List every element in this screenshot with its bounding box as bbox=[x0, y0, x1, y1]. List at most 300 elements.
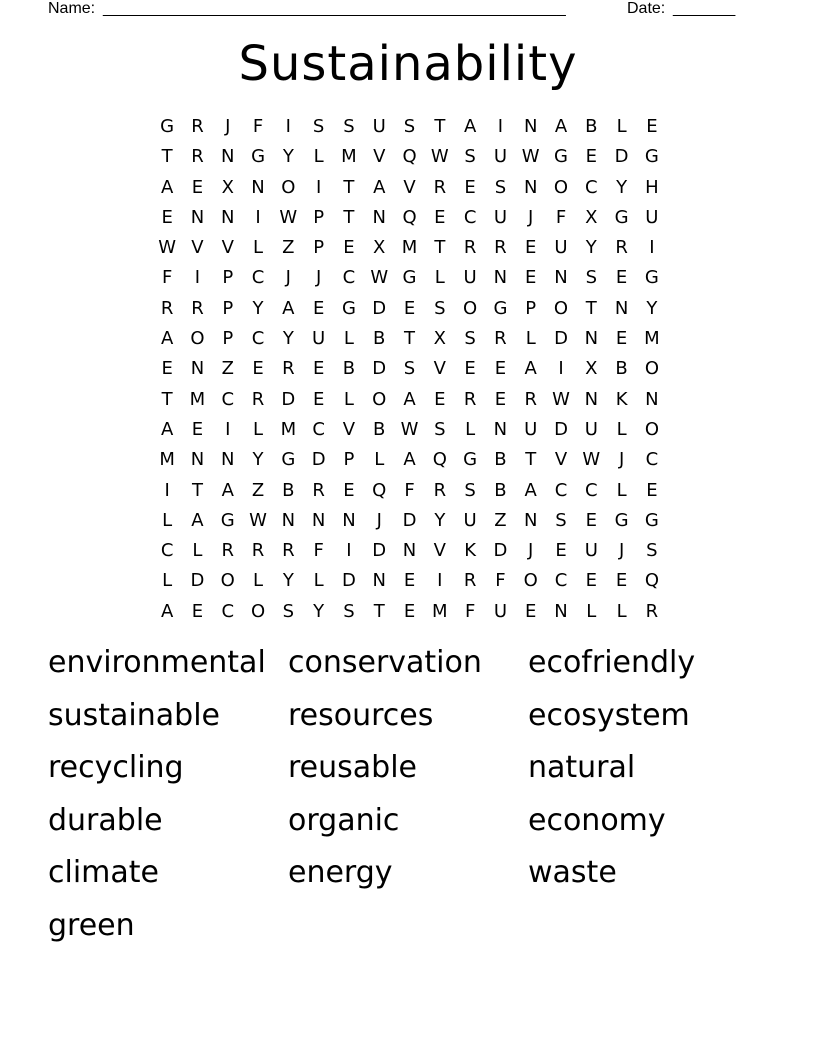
grid-letter: P bbox=[313, 206, 325, 228]
grid-letter: Y bbox=[282, 146, 294, 168]
grid-letter: S bbox=[403, 358, 416, 380]
grid-letter: V bbox=[221, 237, 234, 259]
grid-letter: Q bbox=[402, 206, 417, 228]
grid-letter: B bbox=[494, 479, 507, 501]
grid-letter: U bbox=[463, 509, 477, 531]
grid-letter: T bbox=[343, 176, 355, 198]
grid-letter: L bbox=[162, 570, 173, 592]
grid-letter: E bbox=[585, 509, 597, 531]
date-label: Date: bbox=[627, 0, 666, 17]
grid-letter: B bbox=[373, 418, 386, 440]
grid-letter: Y bbox=[616, 176, 628, 198]
grid-letter: R bbox=[312, 479, 325, 501]
grid-letter: C bbox=[221, 600, 235, 622]
grid-letter: J bbox=[315, 267, 322, 289]
grid-letter: A bbox=[463, 116, 477, 137]
grid-letter: R bbox=[191, 146, 204, 168]
grid-row bbox=[152, 112, 668, 142]
grid-letter: Z bbox=[251, 479, 265, 501]
word-list-item: waste bbox=[528, 855, 617, 891]
grid-letter: T bbox=[161, 388, 173, 410]
grid-letter: N bbox=[372, 206, 386, 228]
grid-letter: J bbox=[528, 540, 534, 562]
grid-letter: S bbox=[403, 116, 416, 137]
grid-letter: A bbox=[160, 328, 174, 350]
grid-letter: U bbox=[524, 418, 538, 440]
grid-letter: W bbox=[400, 418, 419, 440]
word-list-item: reusable bbox=[288, 750, 417, 786]
grid-letter: S bbox=[464, 479, 476, 501]
word-list-item: economy bbox=[528, 802, 666, 838]
grid-letter: B bbox=[342, 358, 356, 380]
word-list-item: sustainable bbox=[48, 697, 220, 733]
grid-letter: D bbox=[372, 540, 387, 562]
grid-letter: Y bbox=[252, 297, 264, 319]
grid-row bbox=[152, 445, 668, 475]
grid-letter: E bbox=[403, 297, 416, 319]
grid-letter: R bbox=[463, 388, 477, 410]
grid-letter: P bbox=[343, 449, 355, 471]
grid-letter: N bbox=[342, 509, 356, 531]
grid-letter: M bbox=[280, 418, 297, 440]
grid-letter: N bbox=[221, 206, 235, 228]
grid-letter: L bbox=[313, 570, 324, 592]
grid-letter: O bbox=[553, 297, 569, 319]
grid-letter: Y bbox=[282, 570, 294, 592]
grid-letter: L bbox=[616, 479, 627, 501]
grid-letter: E bbox=[615, 267, 628, 289]
grid-letter: T bbox=[343, 206, 355, 228]
grid-letter: R bbox=[463, 237, 477, 259]
grid-letter: T bbox=[434, 237, 446, 259]
grid-letter: N bbox=[190, 358, 205, 380]
grid-letter: R bbox=[251, 388, 265, 410]
grid-row bbox=[152, 566, 668, 596]
grid-letter: G bbox=[614, 509, 629, 531]
grid-letter: F bbox=[555, 206, 567, 228]
grid-letter: L bbox=[253, 237, 264, 259]
grid-letter: E bbox=[343, 237, 355, 259]
grid-letter: N bbox=[190, 206, 205, 228]
grid-letter: W bbox=[158, 237, 177, 259]
grid-letter: N bbox=[251, 176, 265, 198]
grid-letter: N bbox=[190, 449, 205, 471]
grid-letter: J bbox=[285, 267, 291, 289]
grid-letter: S bbox=[646, 540, 658, 562]
grid-letter: K bbox=[464, 540, 477, 562]
grid-letter: N bbox=[523, 116, 538, 137]
grid-letter: B bbox=[494, 449, 507, 471]
grid-letter: C bbox=[160, 540, 174, 562]
grid-letter: L bbox=[343, 388, 354, 410]
grid-letter: G bbox=[614, 206, 629, 228]
grid-letter: E bbox=[615, 328, 628, 350]
grid-row bbox=[152, 385, 668, 415]
grid-letter: L bbox=[192, 540, 203, 562]
grid-letter: Q bbox=[432, 449, 447, 471]
grid-letter: G bbox=[463, 449, 478, 471]
grid-letter: G bbox=[160, 116, 175, 137]
grid-letter: S bbox=[464, 146, 476, 168]
grid-letter: T bbox=[525, 449, 537, 471]
grid-letter: L bbox=[253, 570, 264, 592]
grid-letter: E bbox=[403, 570, 416, 592]
grid-letter: V bbox=[191, 237, 204, 259]
grid-letter: S bbox=[434, 297, 446, 319]
grid-letter: L bbox=[162, 509, 173, 531]
grid-letter: R bbox=[282, 358, 295, 380]
grid-letter: G bbox=[493, 297, 508, 319]
grid-letter: N bbox=[493, 418, 508, 440]
grid-letter: D bbox=[311, 449, 326, 471]
word-list-item: natural bbox=[528, 750, 636, 786]
grid-letter: M bbox=[644, 328, 660, 350]
grid-letter: P bbox=[222, 267, 234, 289]
grid-letter: G bbox=[251, 146, 266, 168]
grid-letter: N bbox=[402, 540, 417, 562]
grid-row bbox=[152, 203, 668, 233]
grid-letter: M bbox=[341, 146, 357, 168]
grid-letter: E bbox=[464, 358, 476, 380]
grid-row bbox=[152, 324, 668, 354]
grid-letter: L bbox=[616, 116, 627, 137]
grid-letter: T bbox=[161, 146, 173, 168]
grid-row bbox=[152, 597, 668, 627]
grid-letter: W bbox=[249, 509, 267, 531]
grid-letter: G bbox=[644, 267, 659, 289]
grid-letter: T bbox=[434, 116, 446, 137]
grid-letter: E bbox=[161, 206, 173, 228]
grid-letter: F bbox=[313, 540, 324, 562]
grid-letter: N bbox=[311, 509, 326, 531]
grid-letter: G bbox=[341, 297, 356, 319]
grid-letter: G bbox=[554, 146, 568, 168]
grid-letter: L bbox=[434, 267, 445, 289]
grid-letter: C bbox=[645, 449, 659, 471]
grid-letter: F bbox=[464, 600, 476, 622]
grid-letter: A bbox=[554, 116, 568, 137]
grid-letter: Y bbox=[434, 509, 446, 531]
grid-letter: P bbox=[313, 237, 325, 259]
grid-row bbox=[152, 536, 668, 566]
grid-letter: R bbox=[463, 570, 477, 592]
grid-letter: U bbox=[463, 267, 477, 289]
grid-letter: Z bbox=[494, 509, 507, 531]
grid-letter: O bbox=[190, 328, 205, 350]
grid-letter: A bbox=[191, 509, 204, 531]
page-title: Sustainability bbox=[238, 36, 578, 92]
grid-letter: E bbox=[585, 570, 597, 592]
grid-letter: E bbox=[615, 570, 628, 592]
word-list-item: recycling bbox=[48, 750, 184, 786]
grid-letter: I bbox=[194, 267, 201, 289]
grid-letter: E bbox=[646, 116, 658, 137]
grid-letter: O bbox=[281, 176, 296, 198]
grid-letter: A bbox=[282, 297, 295, 319]
grid-letter: Y bbox=[646, 297, 658, 319]
date-blank-line: _______ bbox=[673, 0, 736, 17]
word-list-item: green bbox=[48, 907, 135, 943]
grid-letter: E bbox=[312, 388, 325, 410]
grid-letter: W bbox=[552, 388, 570, 410]
grid-letter: J bbox=[618, 540, 625, 562]
grid-letter: S bbox=[343, 116, 355, 137]
grid-letter: E bbox=[343, 479, 355, 501]
grid-letter: E bbox=[403, 600, 416, 622]
grid-letter: O bbox=[644, 418, 659, 440]
grid-letter: F bbox=[404, 479, 415, 501]
grid-letter: F bbox=[252, 116, 264, 137]
grid-letter: C bbox=[554, 570, 568, 592]
grid-letter: P bbox=[222, 328, 234, 350]
grid-row bbox=[152, 263, 668, 293]
word-list-item: environmental bbox=[48, 645, 266, 680]
grid-letter: A bbox=[160, 600, 174, 622]
grid-letter: E bbox=[191, 176, 204, 198]
grid-letter: V bbox=[433, 540, 446, 562]
grid-letter: E bbox=[525, 267, 537, 289]
grid-letter: D bbox=[281, 388, 296, 410]
grid-letter: B bbox=[615, 358, 628, 380]
grid-letter: G bbox=[220, 509, 235, 531]
grid-letter: E bbox=[555, 540, 567, 562]
grid-letter: C bbox=[585, 479, 598, 501]
grid-letter: O bbox=[644, 358, 659, 380]
grid-letter: D bbox=[372, 297, 387, 319]
grid-letter: D bbox=[372, 358, 387, 380]
grid-letter: Y bbox=[585, 237, 597, 259]
grid-letter: C bbox=[251, 267, 265, 289]
grid-letter: E bbox=[494, 388, 507, 410]
word-list-item: ecofriendly bbox=[528, 645, 696, 680]
grid-letter: L bbox=[313, 146, 324, 168]
grid-letter: W bbox=[430, 146, 449, 168]
grid-letter: R bbox=[615, 237, 628, 259]
word-list-item: climate bbox=[48, 855, 159, 891]
grid-letter: R bbox=[433, 479, 447, 501]
grid-letter: E bbox=[646, 479, 658, 501]
grid-letter: X bbox=[373, 237, 386, 259]
grid-letter: L bbox=[343, 328, 354, 350]
grid-letter: E bbox=[464, 176, 476, 198]
grid-letter: D bbox=[493, 540, 508, 562]
word-list-item: ecosystem bbox=[528, 697, 690, 733]
word-list-item: resources bbox=[288, 697, 434, 733]
grid-letter: E bbox=[252, 358, 264, 380]
grid-letter: U bbox=[584, 418, 598, 440]
grid-letter: O bbox=[250, 600, 266, 622]
grid-letter: X bbox=[433, 328, 446, 350]
grid-letter: D bbox=[190, 570, 205, 592]
grid-letter: N bbox=[523, 176, 538, 198]
grid-letter: E bbox=[434, 388, 446, 410]
grid-letter: F bbox=[495, 570, 506, 592]
grid-letter: L bbox=[253, 418, 264, 440]
grid-letter: R bbox=[524, 388, 537, 410]
grid-letter: O bbox=[523, 570, 538, 592]
grid-letter: G bbox=[402, 267, 417, 289]
grid-letter: Q bbox=[402, 146, 417, 168]
grid-letter: R bbox=[494, 328, 507, 350]
grid-letter: A bbox=[403, 449, 416, 471]
grid-letter: G bbox=[281, 449, 296, 471]
name-label: Name: bbox=[48, 0, 96, 17]
grid-letter: L bbox=[616, 418, 627, 440]
grid-letter: R bbox=[645, 600, 659, 622]
grid-letter: W bbox=[521, 146, 540, 168]
grid-letter: R bbox=[221, 540, 234, 562]
grid-letter: E bbox=[494, 358, 507, 380]
grid-letter: X bbox=[585, 358, 598, 380]
grid-letter: A bbox=[524, 358, 537, 380]
grid-letter: U bbox=[584, 540, 598, 562]
grid-letter: E bbox=[525, 237, 537, 259]
grid-letter: B bbox=[373, 328, 386, 350]
grid-letter: T bbox=[373, 600, 385, 622]
grid-letter: N bbox=[554, 267, 568, 289]
letter-grid bbox=[152, 112, 668, 627]
grid-letter: D bbox=[554, 328, 568, 350]
grid-letter: H bbox=[645, 176, 659, 198]
grid-letter: E bbox=[312, 358, 325, 380]
grid-letter: U bbox=[645, 206, 659, 228]
grid-letter: N bbox=[523, 509, 538, 531]
grid-letter: S bbox=[585, 267, 598, 289]
grid-letter: L bbox=[465, 418, 476, 440]
word-list-item: organic bbox=[288, 802, 400, 838]
grid-letter: N bbox=[372, 570, 386, 592]
grid-letter: M bbox=[401, 237, 418, 259]
grid-letter: S bbox=[343, 600, 355, 622]
grid-letter: U bbox=[372, 116, 386, 137]
grid-letter: W bbox=[370, 267, 389, 289]
grid-letter: W bbox=[582, 449, 601, 471]
grid-letter: O bbox=[372, 388, 387, 410]
grid-letter: C bbox=[554, 479, 568, 501]
grid-letter: O bbox=[220, 570, 235, 592]
grid-letter: I bbox=[255, 206, 261, 228]
grid-letter: I bbox=[315, 176, 322, 198]
grid-letter: N bbox=[645, 388, 659, 410]
grid-letter: F bbox=[161, 267, 173, 289]
grid-letter: E bbox=[312, 297, 325, 319]
grid-letter: U bbox=[493, 146, 507, 168]
grid-letter: N bbox=[584, 328, 599, 350]
grid-letter: A bbox=[160, 176, 174, 198]
grid-letter: E bbox=[161, 358, 173, 380]
word-list-item: energy bbox=[288, 855, 393, 891]
grid-letter: R bbox=[494, 237, 507, 259]
grid-letter: J bbox=[528, 206, 534, 228]
grid-letter: T bbox=[191, 479, 203, 501]
grid-letter: A bbox=[403, 388, 416, 410]
grid-letter: L bbox=[374, 449, 385, 471]
grid-letter: R bbox=[433, 176, 447, 198]
grid-letter: I bbox=[225, 418, 231, 440]
grid-letter: E bbox=[434, 206, 446, 228]
name-blank-line: ____________________________________________________ bbox=[103, 0, 566, 17]
grid-letter: E bbox=[191, 418, 204, 440]
grid-letter: Y bbox=[282, 328, 294, 350]
grid-row bbox=[152, 415, 668, 445]
grid-letter: J bbox=[376, 509, 382, 531]
grid-letter: X bbox=[221, 176, 234, 198]
grid-letter: Z bbox=[282, 237, 295, 259]
grid-row bbox=[152, 173, 668, 203]
grid-letter: R bbox=[191, 297, 204, 319]
grid-letter: C bbox=[463, 206, 477, 228]
grid-letter: T bbox=[585, 297, 597, 319]
grid-letter: S bbox=[555, 509, 567, 531]
grid-row bbox=[152, 476, 668, 506]
grid-letter: N bbox=[281, 509, 296, 531]
grid-letter: P bbox=[525, 297, 537, 319]
grid-letter: D bbox=[341, 570, 356, 592]
grid-letter: M bbox=[159, 449, 175, 471]
grid-letter: R bbox=[251, 540, 265, 562]
grid-letter: Q bbox=[644, 570, 659, 592]
grid-row bbox=[152, 142, 668, 172]
grid-letter: T bbox=[404, 328, 416, 350]
grid-letter: N bbox=[221, 146, 235, 168]
grid-letter: V bbox=[554, 449, 568, 471]
grid-letter: V bbox=[373, 146, 386, 168]
grid-letter: C bbox=[312, 418, 325, 440]
grid-letter: A bbox=[221, 479, 234, 501]
grid-letter: L bbox=[586, 600, 597, 622]
grid-letter: U bbox=[554, 237, 568, 259]
grid-letter: J bbox=[618, 449, 625, 471]
grid-letter: C bbox=[585, 176, 598, 198]
grid-row bbox=[152, 233, 668, 263]
grid-letter: I bbox=[285, 116, 291, 137]
grid-letter: L bbox=[616, 600, 627, 622]
word-list-item: conservation bbox=[288, 645, 482, 680]
grid-letter: V bbox=[342, 418, 356, 440]
grid-letter: G bbox=[644, 146, 659, 168]
grid-letter: N bbox=[614, 297, 629, 319]
grid-letter: N bbox=[493, 267, 508, 289]
grid-letter: Z bbox=[221, 358, 234, 380]
grid-letter: E bbox=[585, 146, 597, 168]
grid-letter: Q bbox=[372, 479, 387, 501]
grid-letter: E bbox=[525, 600, 537, 622]
grid-letter: D bbox=[402, 509, 417, 531]
grid-letter: S bbox=[494, 176, 507, 198]
grid-letter: W bbox=[279, 206, 298, 228]
grid-letter: U bbox=[312, 328, 326, 350]
grid-letter: Y bbox=[313, 600, 325, 622]
word-list-item: durable bbox=[48, 802, 163, 838]
grid-letter: R bbox=[160, 297, 174, 319]
grid-row bbox=[152, 506, 668, 536]
header-line bbox=[48, 0, 748, 20]
grid-row bbox=[152, 294, 668, 324]
grid-letter: A bbox=[524, 479, 537, 501]
grid-letter: C bbox=[221, 388, 235, 410]
word-list bbox=[48, 638, 768, 954]
grid-letter: X bbox=[585, 206, 598, 228]
grid-letter: S bbox=[282, 600, 295, 622]
grid-letter: V bbox=[433, 358, 446, 380]
grid-letter: S bbox=[434, 418, 446, 440]
grid-letter: N bbox=[221, 449, 235, 471]
grid-letter: L bbox=[525, 328, 536, 350]
grid-letter: O bbox=[553, 176, 569, 198]
grid-letter: I bbox=[437, 570, 443, 592]
grid-letter: A bbox=[373, 176, 386, 198]
grid-letter: E bbox=[191, 600, 204, 622]
